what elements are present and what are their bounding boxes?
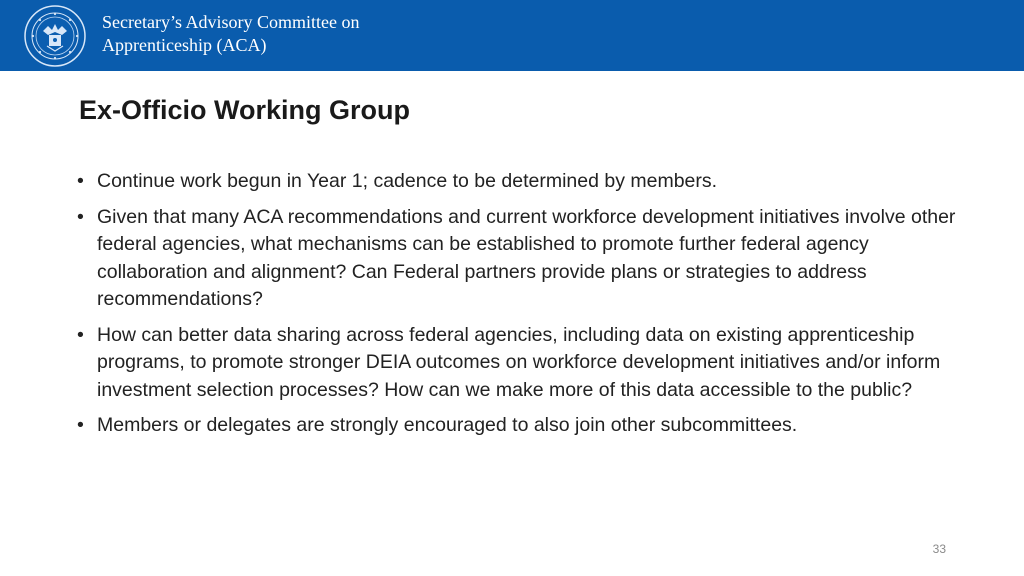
bullet-dot-3: •	[77, 323, 84, 346]
bullet-item-2	[72, 204, 962, 314]
committee-title-line-2: Apprenticeship (ACA)	[102, 35, 267, 55]
bullet-text-2: Given that many ACA recommendations and current workforce development initiatives involve other federal agencies, what mechanisms can be established to promote further federal agency collaboration and alignment? Can Federal partners provide plans or strategies to address recommendations?	[97, 205, 956, 310]
page-number: 33	[932, 542, 946, 556]
bullet-item-3	[72, 322, 962, 405]
department-seal-icon	[23, 4, 87, 68]
committee-title	[102, 11, 359, 57]
committee-title-line-1: Secretary’s Advisory Committee on	[102, 12, 360, 32]
bullet-item-1	[72, 168, 962, 196]
header-bar	[0, 0, 1024, 71]
bullet-list	[72, 168, 962, 448]
bullet-text-4: Members or delegates are strongly encouraged to also join other subcommittees.	[97, 414, 798, 436]
bullet-dot-2: •	[77, 205, 84, 228]
bullet-text-1: Continue work begun in Year 1; cadence to be determined by members.	[97, 170, 718, 192]
bullet-dot-1: •	[77, 170, 84, 192]
bullet-dot-4: •	[77, 414, 84, 436]
bullet-item-4	[72, 412, 962, 440]
bullet-text-3: How can better data sharing across federal agencies, including data on existing apprenticeship programs, to promote stronger DEIA outcomes on workforce development initiatives and/or inform investment selection processes? How can we make more of this data accessible to the public?	[97, 323, 941, 401]
slide-title: Ex-Officio Working Group	[79, 95, 411, 125]
